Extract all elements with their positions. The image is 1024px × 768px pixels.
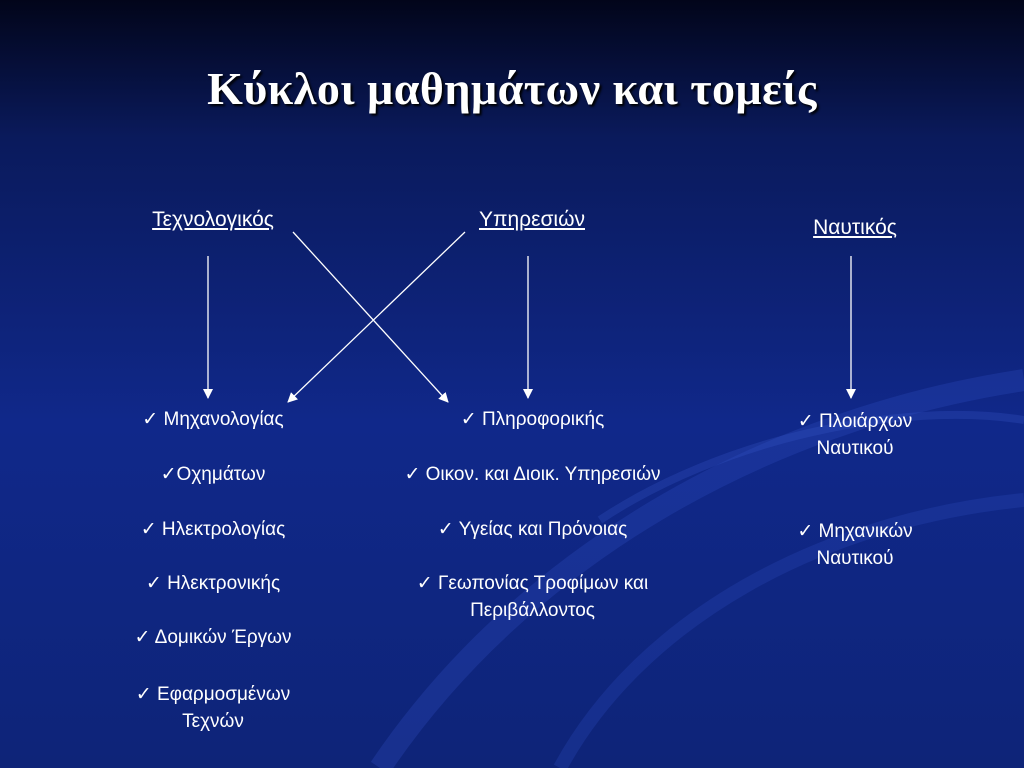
check-icon: ✓ bbox=[142, 409, 159, 430]
list-item: ✓ Υγείας και Πρόνοιας bbox=[437, 519, 628, 540]
slide-title: Κύκλοι μαθημάτων και τομείς bbox=[207, 63, 817, 114]
heading-technological: Τεχνολογικός bbox=[152, 208, 274, 231]
list-item: ✓ Εφαρμοσμένων Τεχνών bbox=[135, 684, 291, 732]
check-icon: ✓ bbox=[134, 627, 151, 648]
check-icon: ✓ bbox=[145, 573, 162, 594]
list-item: ✓ Πλοιάρχων Ναυτικού bbox=[797, 411, 913, 459]
check-icon: ✓ bbox=[404, 464, 421, 485]
heading-services: Υπηρεσιών bbox=[478, 208, 585, 231]
list-item: ✓ Ηλεκτρολογίας bbox=[140, 519, 286, 540]
list-item: ✓Οχημάτων bbox=[160, 464, 266, 485]
list-item: ✓ Οικον. και Διοικ. Υπηρεσιών bbox=[404, 464, 661, 485]
arrow-services-to-tech bbox=[288, 232, 465, 402]
check-icon: ✓ bbox=[797, 521, 814, 542]
list-item: ✓ Μηχανικών Ναυτικού bbox=[797, 521, 913, 569]
list-item: ✓ Γεωπονίας Τροφίμων και Περιβάλλοντος bbox=[416, 573, 649, 621]
list-item: ✓ Δομικών Έργων bbox=[134, 627, 292, 648]
list-item: ✓ Ηλεκτρονικής bbox=[145, 573, 281, 594]
arrow-tech-to-services bbox=[293, 232, 448, 402]
check-icon: ✓ bbox=[797, 411, 814, 432]
check-icon: ✓ bbox=[140, 519, 157, 540]
check-icon: ✓ bbox=[160, 464, 177, 485]
check-icon: ✓ bbox=[135, 684, 152, 705]
list-item: ✓ Πληροφορικής bbox=[460, 409, 605, 430]
check-icon: ✓ bbox=[437, 519, 454, 540]
check-icon: ✓ bbox=[416, 573, 433, 594]
check-icon: ✓ bbox=[460, 409, 477, 430]
heading-naval: Ναυτικός bbox=[813, 216, 897, 239]
list-item: ✓ Μηχανολογίας bbox=[142, 409, 284, 430]
